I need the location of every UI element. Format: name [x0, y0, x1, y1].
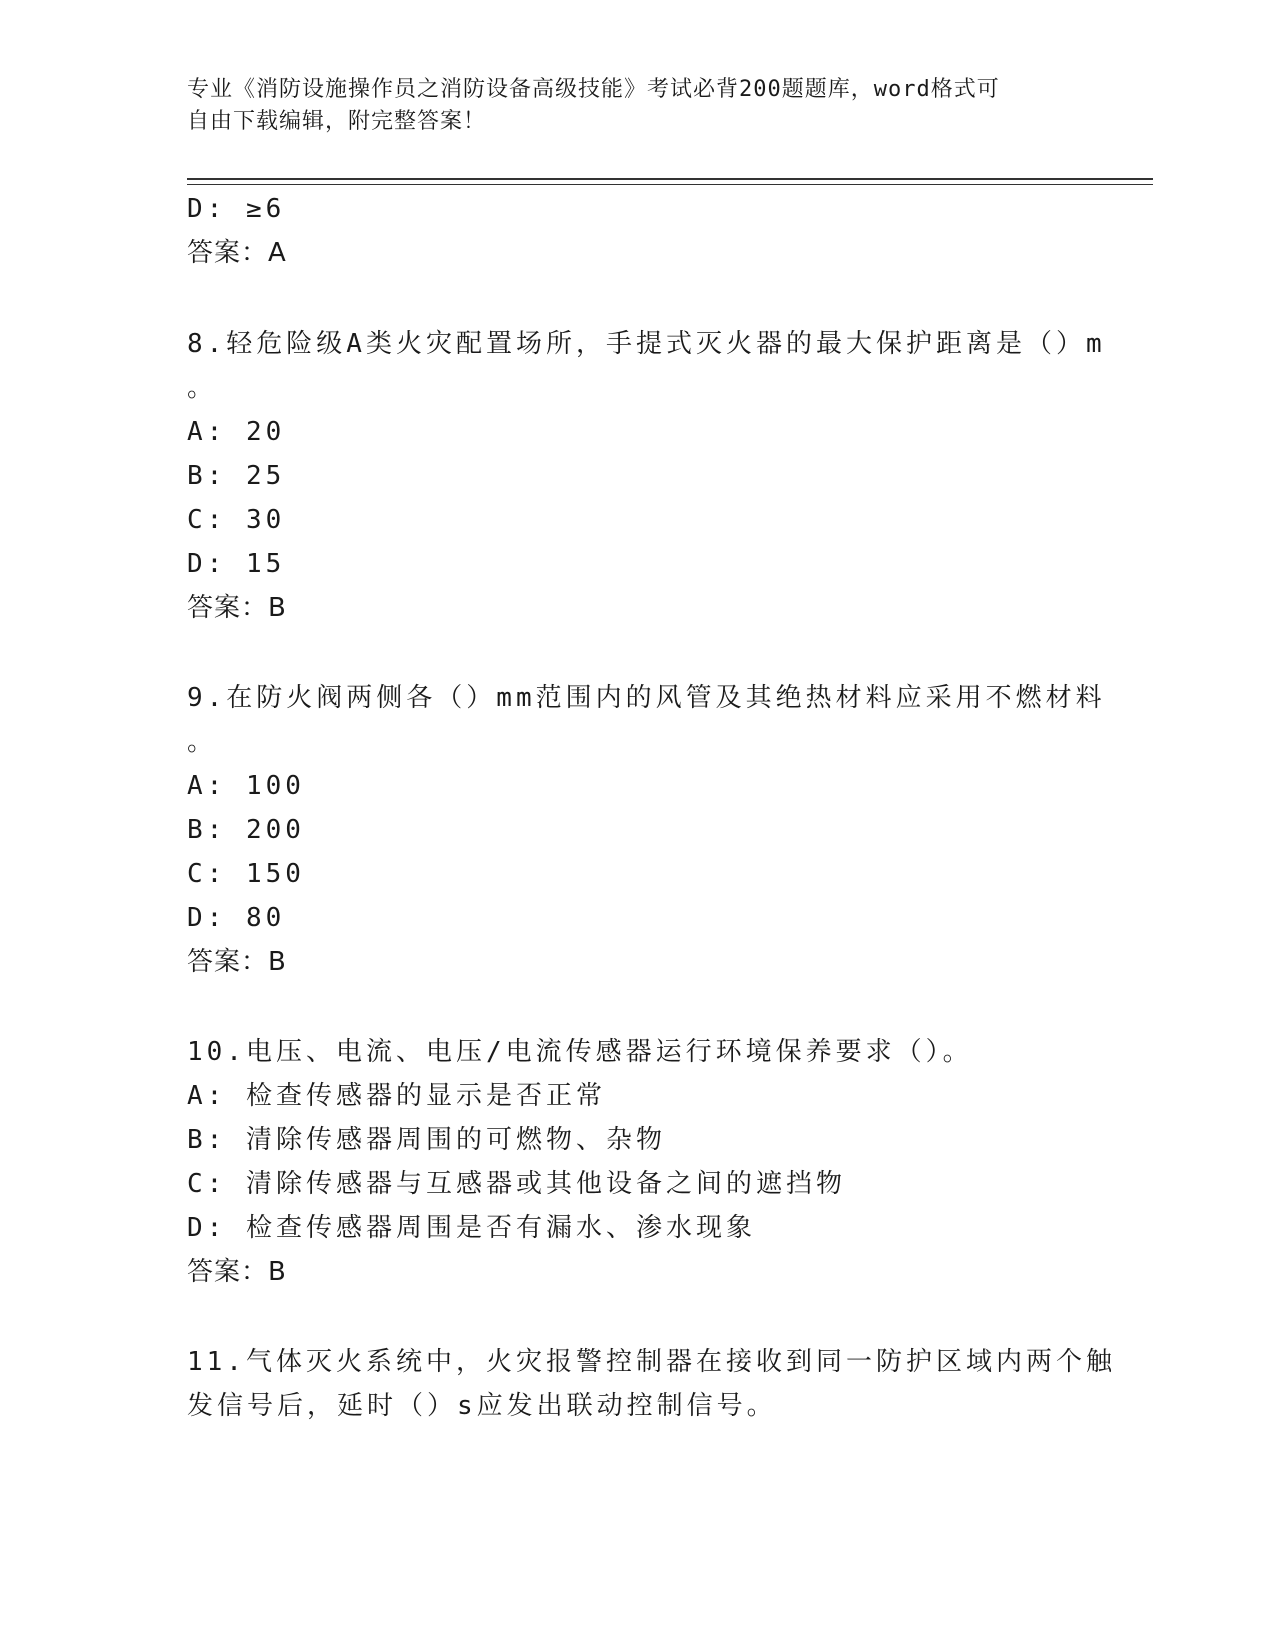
q8-answer: 答案：B — [187, 593, 287, 623]
q8-stem-line-1: 8.轻危险级A类火灾配置场所，手提式灭火器的最大保护距离是（）m — [187, 329, 1106, 359]
q8-option-a: A: 20 — [187, 417, 286, 447]
q10-answer: 答案：B — [187, 1257, 287, 1287]
q8-option-d: D: 15 — [187, 549, 286, 579]
header-line-1: 专业《消防设施操作员之消防设备高级技能》考试必背200题题库，word格式可 — [187, 77, 1000, 102]
q9-stem-line-2: 。 — [187, 727, 218, 757]
header-rule-thin — [187, 184, 1153, 185]
q9-option-d: D: 80 — [187, 903, 286, 933]
q9-answer: 答案：B — [187, 947, 287, 977]
q8-option-c: C: 30 — [187, 505, 286, 535]
header-line-2: 自由下载编辑，附完整答案！ — [187, 109, 487, 134]
q10-option-b: B: 清除传感器周围的可燃物、杂物 — [187, 1125, 666, 1155]
document-header — [187, 74, 1067, 138]
q8-stem-line-2: 。 — [187, 373, 218, 403]
q10-stem-line-1: 10.电压、电流、电压/电流传感器运行环境保养要求（）。 — [187, 1037, 973, 1067]
prev-option-d: D: ≥6 — [187, 194, 286, 224]
q11-stem-line-2: 发信号后，延时（）s应发出联动控制信号。 — [187, 1391, 777, 1421]
q9-stem-line-1: 9.在防火阀两侧各（）mm范围内的风管及其绝热材料应采用不燃材料 — [187, 683, 1106, 713]
q8-option-b: B: 25 — [187, 461, 286, 491]
q10-option-d: D: 检查传感器周围是否有漏水、渗水现象 — [187, 1213, 756, 1243]
prev-answer: 答案：A — [187, 238, 287, 268]
q9-option-a: A: 100 — [187, 771, 305, 801]
q10-option-c: C: 清除传感器与互感器或其他设备之间的遮挡物 — [187, 1169, 846, 1199]
q10-option-a: A: 检查传感器的显示是否正常 — [187, 1081, 606, 1111]
header-rule-thick — [187, 178, 1153, 180]
q9-option-b: B: 200 — [187, 815, 305, 845]
q9-option-c: C: 150 — [187, 859, 305, 889]
q11-stem-line-1: 11.气体灭火系统中，火灾报警控制器在接收到同一防护区域内两个触 — [187, 1347, 1116, 1377]
